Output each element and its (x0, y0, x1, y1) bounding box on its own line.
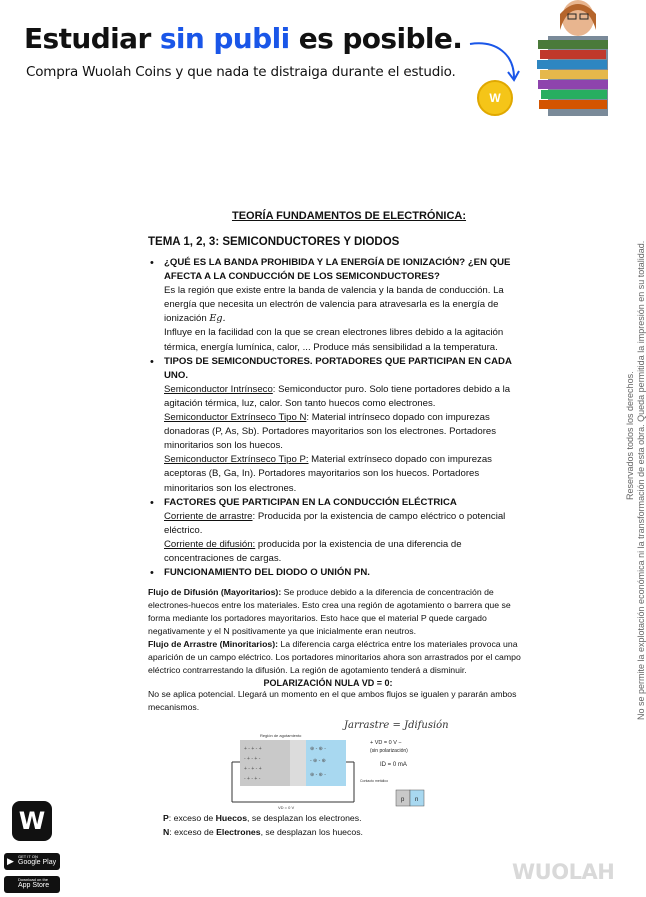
copyright-note: Reservados todos los derechos. (625, 371, 635, 500)
student-with-books-illustration (528, 0, 626, 116)
wuolah-coin-icon: W (477, 80, 513, 116)
document-title: TEORÍA FUNDAMENTOS DE ELECTRÓNICA: (231, 210, 467, 222)
app-store-badge[interactable]: Download on the App Store (4, 876, 60, 893)
svg-text:⊕ - ⊕ -: ⊕ - ⊕ - (310, 746, 326, 752)
document-subtitle: TEMA 1, 2, 3: SEMICONDUCTORES Y DIODOS (148, 236, 400, 248)
topics-list (148, 256, 520, 580)
pn-junction-diagram (230, 732, 440, 812)
copyright-note-long: No se permite la explotación económica ni la transformación de esta obra. Queda permitida la impresión en su totalidad. (636, 240, 646, 720)
svg-text:- ⊕ - ⊕: - ⊕ - ⊕ (310, 758, 326, 764)
caption-n: N: exceso de Electrones, se desplazan los huecos. (163, 827, 363, 837)
list-item: • FACTORES QUE PARTICIPAN EN LA CONDUCCIÓN ELÉCTRICA Corriente de arrastre: Producida por la existencia de campo eléctrico o potencial eléctrico. Corriente de difusión: producida por la existencia de una diferencia de concentraciones de cargas. (148, 496, 520, 566)
wuolah-app-logo[interactable]: W (12, 801, 52, 841)
svg-text:Región de agotamiento: Región de agotamiento (260, 733, 302, 738)
svg-text:n: n (415, 797, 419, 803)
banner-subtitle: Compra Wuolah Coins y que nada te distraiga durante el estudio. (26, 64, 456, 80)
svg-text:p: p (401, 797, 405, 803)
list-item: • TIPOS DE SEMICONDUCTORES. PORTADORES QUE PARTICIPAN EN CADA UNO. Semiconductor Intrínseco: Semiconductor puro. Solo tiene portadores debido a la agitación térmica, luz, calor. Son tanto huecos como electrones. Semiconductor Extrínseco Tipo N: Material intrínseco dopado con impurezas donadoras (P, As, Sb). Portadores mayoritarios son los electrones. Portadores minoritarios son los huecos. Semiconductor Extrínseco Tipo P: Material extrínseco dopado con impurezas aceptoras (B, Ga, In). Portadores mayoritarios son los huecos. Portadores minoritarios son los electrones. (148, 355, 520, 496)
google-play-badge[interactable]: ▶ GET IT ON Google Play (4, 853, 60, 870)
svg-text:+ - + - +: + - + - + (244, 766, 262, 772)
ad-banner[interactable] (0, 0, 638, 118)
svg-text:Contacto metálico: Contacto metálico (360, 779, 389, 783)
svg-text:(sin polarización): (sin polarización) (370, 748, 408, 754)
play-icon: ▶ (7, 856, 14, 866)
svg-text:- + - + -: - + - + - (244, 776, 261, 782)
svg-text:⊕ - ⊕ -: ⊕ - ⊕ - (310, 772, 326, 778)
document-content (148, 210, 520, 580)
wuolah-watermark-logo: WUOLAH (512, 860, 615, 884)
banner-title: Estudiar sin publi es posible. (24, 22, 463, 55)
svg-text:ID = 0 mA: ID = 0 mA (380, 762, 407, 768)
svg-text:+ VD = 0 V −: + VD = 0 V − (370, 740, 402, 746)
diffusion-paragraph: Flujo de Difusión (Mayoritarios): Se produce debido a la diferencia de concentración de electrones-huecos entre los materiales. Esto crea una región de agotamiento o barrera que se forma mediante los portadores mayoritarios. Esto hace que el material P quede cargado negativamente y el N positivamente ya que inicialmente eran neutros. Flujo de Arrastre (Minoritarios): La diferencia carga eléctrica entre los materiales provoca una aparición de un campo eléctrico. Los portadores minoritarios ahora son arrastrados por el campo eléctrico contrarrestando la difusión. La región de agotamiento tenderá a disminuir. (148, 587, 521, 675)
equation: Jarrastre = Jdifusión (344, 720, 449, 731)
list-item: • FUNCIONAMIENTO DEL DIODO O UNIÓN PN. (148, 566, 520, 580)
caption-p: P: exceso de Huecos, se desplazan los electrones. (163, 813, 362, 823)
svg-text:+ - + - +: + - + - + (244, 746, 262, 752)
svg-text:- + - + -: - + - + - (244, 756, 261, 762)
svg-text:VD = 0 V: VD = 0 V (278, 805, 295, 810)
list-item: • ¿QUÉ ES LA BANDA PROHIBIDA Y LA ENERGÍA DE IONIZACIÓN? ¿EN QUE AFECTA A LA CONDUCCIÓN DE LOS SEMICONDUCTORES? Es la región que existe entre la banda de valencia y la banda de conducción. La energía que necesita un electrón de valencia para atravesarla es la energía de ionización Eg. Influye en la facilidad con la que se crean electrones libres debido a la agitación térmica, energía lumínica, calor, ... Produce más sensibilidad a la temperatura. (148, 256, 520, 355)
zero-bias-section: POLARIZACIÓN NULA VD = 0: No se aplica potencial. Llegará un momento en el que ambos flujos se igualen y pararán ambos mecanismos. (148, 678, 517, 712)
